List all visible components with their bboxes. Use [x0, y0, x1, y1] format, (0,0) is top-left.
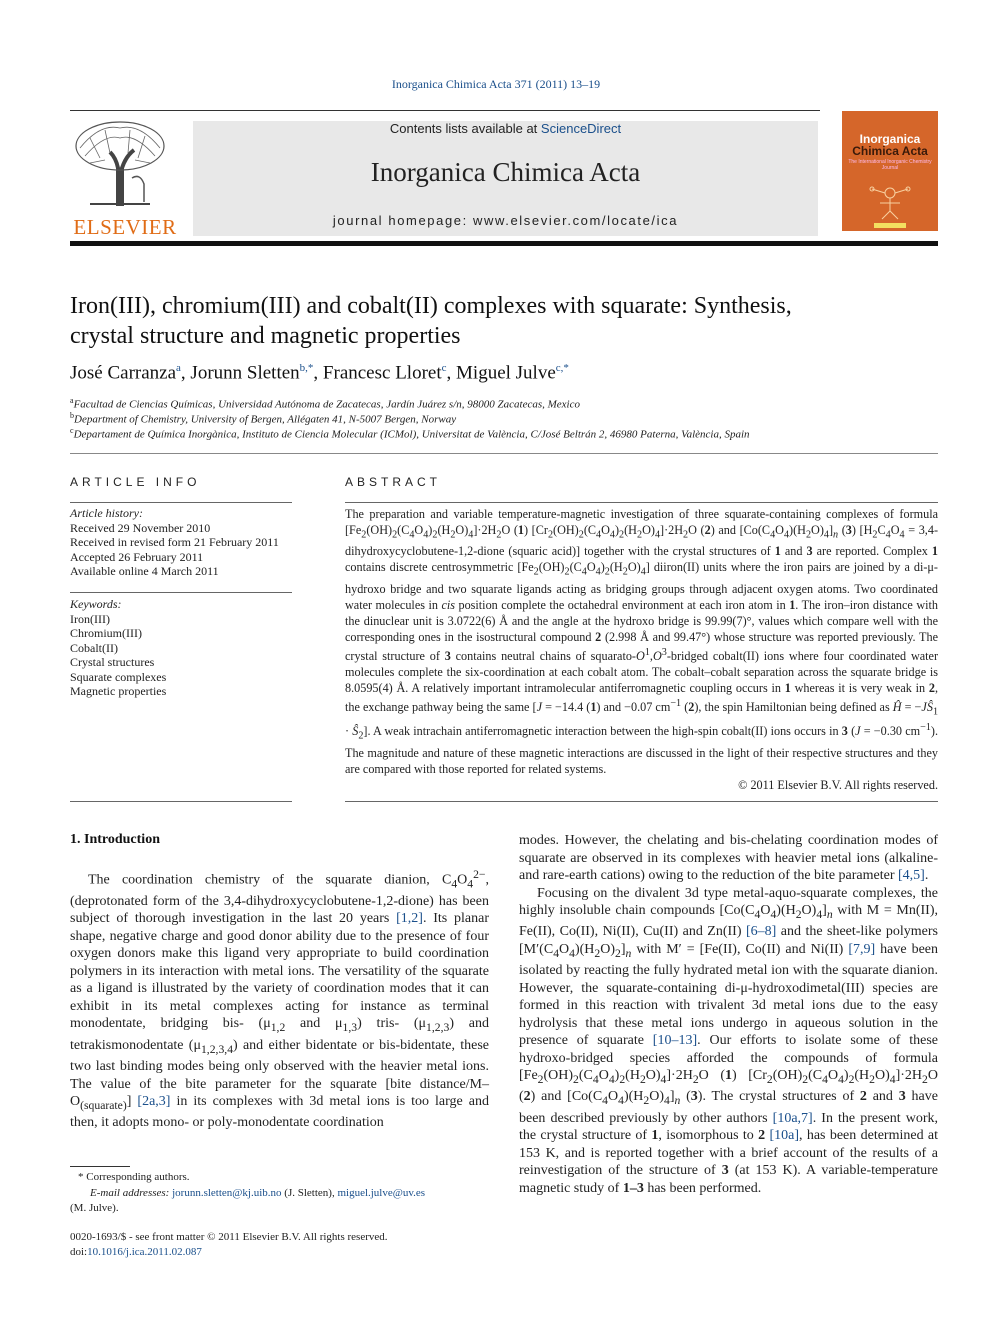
citation-link[interactable]: [7,9] — [848, 941, 876, 957]
article-history — [70, 506, 292, 579]
abstract-text: The preparation and variable temperature-magnetic investigation of three squarate-containing complexes of formula $[Fe_2(OH)_2(C_4O_4)_2(H_2O)_4]\cdot 2H_2O$ (1) $[Cr_2(OH)_2(C_4O_4)_2(H_2O)_4]\cdot 2H_2O$ (2) and $[Co(C_4O_4)(H_2O)_4]_n$ (3) [$H_2C_4O_4$ = 3,4-dihydroxycyclobutene-1,2-dione (squaric acid)] together with the crystal structures of 1 and 3 are reported. Complex 1 contains discrete centrosymmetric $[Fe_2(OH)_2(C_4O_4)_2(H_2O)_4]$ diiron(II) units where the iron pairs are joined by a di-μ-hydroxo bridge and two squarate ligands acting as bridging groups through adjacent oxygen atoms. Two coordinated water molecules in cis position complete the octahedral environment at each iron atom in 1. The iron–iron distance with the dinuclear unit is 3.0722(6) Å and the angle at the hydroxo bridge is 99.99(7)°, values which compare well with the corresponding ones in the isostructural compound 2 (2.998 Å and 99.47°) whose structure was reported previously. The crystal structure of 3 contains neutral chains of squarato-$O^1,O^3$-bridged cobalt(II) ions where four coordinated water molecules complete the six-coordination at each cobalt atom. The cobalt–cobalt separation across the squarate bridge is 8.0595(4) Å. A relatively important intramolecular antiferromagnetic coupling occurs in 1 whereas it is very weak in 2, the exchange pathway being the same [J = −14.4 (1) and −0.07 $cm^{-1}$ (2), the spin Hamiltonian being defined as Ĥ = $-JŜ_1$ · $Ŝ_2$]. A weak intrachain antiferromagnetic interaction between the high-spin cobalt(II) ions occurs in 3 (J = −0.30 $cm^{-1}$). The magnitude and nature of these magnetic interactions are discussed in the light of their respective structures and they are compared with those reported for related systems. — [345, 507, 939, 776]
header-thick-rule — [70, 241, 938, 246]
journal-homepage-link[interactable]: journal homepage: www.elsevier.com/locate/ica — [332, 213, 679, 228]
affiliation-mark: a — [70, 396, 74, 405]
contents-prefix: Contents lists available at — [389, 121, 538, 136]
abstract-rule — [345, 502, 938, 503]
keywords-block — [70, 597, 292, 699]
history-item: Available online 4 March 2011 — [70, 564, 219, 578]
sciencedirect-link[interactable]: ScienceDirect — [540, 121, 622, 136]
cover-molecule-icon — [842, 171, 938, 231]
cover-subtitle: The International Inorganic Chemistry Journal — [848, 159, 932, 171]
author-name[interactable]: Miguel Julve — [456, 362, 556, 384]
author-name[interactable]: Jorunn Sletten — [190, 362, 300, 384]
author-list: José Carranza$^a$, Jorunn Sletten$^{b,*}$, Francesc Lloret$^c$, Miguel Julve$^{c,*}$ — [70, 362, 569, 384]
affiliation-c — [70, 426, 938, 441]
affiliation-text: Departament de Química Inorgànica, Instituto de Ciencia Molecular (ICMol), Universitat de València, C/José Beltrán 2, 46980 Paterna, València, Spain — [73, 428, 750, 441]
keyword: Cobalt(II) — [70, 640, 118, 655]
email-label: E-mail addresses: — [90, 1187, 170, 1199]
copyright-notice: © 2011 Elsevier B.V. All rights reserved. — [738, 778, 938, 792]
issn-line: 0020-1693/$ - see front matter © 2011 Elsevier B.V. All rights reserved. — [70, 1231, 388, 1243]
citation-link[interactable]: [4,5] — [898, 868, 925, 883]
citation-link[interactable]: [10a] — [769, 1128, 800, 1144]
email-link[interactable]: jorunn.sletten@kj.uib.no — [172, 1187, 282, 1199]
citation-link[interactable]: [6–8] — [745, 924, 777, 940]
article-info-bottom-rule — [70, 801, 292, 802]
email-owner: (M. Julve). — [70, 1202, 119, 1214]
history-heading: Article history: — [70, 506, 143, 520]
keyword: Iron(III) — [70, 611, 110, 626]
abstract-bottom-rule — [345, 801, 938, 802]
citation-link[interactable]: [10–13] — [652, 1033, 698, 1049]
section-divider — [70, 453, 938, 454]
author-affiliation-mark[interactable]: c,* — [555, 362, 569, 374]
affiliation-text: Department of Chemistry, University of Bergen, Allégaten 41, N-5007 Bergen, Norway — [74, 413, 457, 426]
journal-title: Inorganica Chimica Acta — [370, 157, 641, 187]
affiliation-mark: b — [70, 411, 74, 420]
cover-title-2: Chimica Acta — [852, 144, 928, 158]
journal-cover-image[interactable] — [842, 111, 938, 231]
header-divider — [70, 110, 820, 111]
keyword: Magnetic properties — [70, 684, 167, 698]
author-affiliation-mark[interactable]: a — [176, 362, 181, 374]
author-name[interactable]: José Carranza — [70, 362, 177, 384]
author-name[interactable]: Francesc Lloret — [322, 362, 442, 384]
cover-title-1: Inorganica — [859, 132, 921, 146]
affiliation-mark: c — [70, 426, 74, 435]
article-info-rule — [70, 502, 292, 503]
history-item: Received in revised form 21 February 2011 — [70, 535, 279, 549]
section-heading: 1. Introduction — [70, 832, 160, 847]
citation-link[interactable]: [1,2] — [396, 911, 423, 927]
abstract-heading: ABSTRACT — [345, 475, 442, 489]
doi-link[interactable]: 10.1016/j.ica.2011.02.087 — [87, 1246, 202, 1258]
publisher-wordmark: ELSEVIER — [73, 215, 177, 239]
title-line-1: Iron(III), chromium(III) and cobalt(II) complexes with squarate: Synthesis, — [70, 293, 792, 319]
affiliation-b — [70, 411, 938, 426]
keyword: Chromium(III) — [70, 626, 142, 640]
author-affiliation-mark[interactable]: c — [441, 362, 447, 374]
history-item: Received 29 November 2010 — [70, 520, 211, 535]
elsevier-tree-icon — [70, 118, 170, 208]
citation-link[interactable]: [10a,7] — [772, 1110, 813, 1126]
email-footnote — [70, 1186, 489, 1216]
keywords-rule — [70, 592, 292, 593]
contents-line — [193, 121, 818, 136]
article-info-heading: ARTICLE INFO — [70, 475, 201, 489]
article-title — [70, 291, 938, 351]
footnote-rule — [70, 1166, 130, 1167]
intro-right-column: modes. However, the chelating and bis-chelating coordination modes of squarate are observed in its complexes with heavier metal ions (alkaline- and rare-earth cations) owing to the reduction of the bite parameter [4,5]. Focusing on the divalent 3d type metal-aquo-squarate complexes, the highly insoluble chain compounds $[Co(C_4O_4)(H_2O)_4]_n$ with M = Mn(II), Fe(II), Co(II), Ni(II), Cu(II) and Zn(II) [6–8] and the sheet-like polymers $[M'(C_4O_4)(H_2O)_2]_n$ with M′ = [Fe(II), Co(II) and Ni(II) [7,9] have been isolated by reacting the fully hydrated metal ion with the squarate dianion. However, the squarate-containing di-μ-hydroxodimetal(III) species are formed in this reaction with trivalent 3d metal ions due to the easy hydrolysis that these metal ions undergo in aqueous solution in the presence of squarate [10–13]. Our efforts to isolate some of these hydroxo-bridged species afforded the compounds of formula $[Fe_2(OH)_2(C_4O_4)_2(H_2O)_4]\cdot 2H_2O$ (1) $[Cr_2(OH)_2(C_4O_4)_2(H_2O)_4]\cdot 2H_2O$ (2) and $[Co(C_4O_4)(H_2O)_4]_n$ (3). The crystal structures of 2 and 3 have been described previously by other authors [10a,7]. In the present work, the crystal structure of 1, isomorphous to 2 [10a], has been determined at 153 K, and is reported together with a brief account of the results of a reinvestigation of the structure of 3 (at 153 K). A variable-temperature magnetic study of 1–3 has been performed. — [519, 833, 939, 1196]
title-line-2: crystal structure and magnetic properties — [70, 323, 461, 349]
email-owner: (J. Sletten), — [284, 1187, 335, 1199]
journal-citation-link[interactable]: Inorganica Chimica Acta 371 (2011) 13–19 — [391, 77, 601, 91]
email-link[interactable]: miguel.julve@uv.es — [337, 1187, 426, 1199]
intro-paragraph-1: The coordination chemistry of the squarate dianion, $C_4O_4^{2-}$, (deprotonated form of the 3,4-dihydroxycyclobutene-1,2-dione) has been subject of thorough investigation in the last 20 years [1,2]. Its planar shape, negative charge and good donor ability due to the presence of four oxygen donors make this ligand very appropriate to build coordination polymers in its interaction with metal ions. The versatility of the squarate as a ligand is illustrated by the variety of coordination modes that it can exhibit in its metal complexes acting for instance as terminal monodentate, bridging bis- ($\mu_{1,2}$ and $\mu_{1,3}$) tris- $(\mu_{1,2,3})$ and tetrakismonodentate $(\mu_{1,2,3,4})$ and either bidentate or bis-bidentate, these two last binding modes being only observed with the heavier metal ions. The value of the bite parameter for the squarate [bite distance/$M-O_{(squarate)}$] [2a,3] in its complexes with 3d metal ions is too large and then, it adopts mono- or poly-monodentate coordination — [70, 868, 489, 1131]
elsevier-logo[interactable] — [70, 118, 180, 239]
history-item: Accepted 26 February 2011 — [70, 549, 204, 564]
affiliation-a — [70, 396, 938, 411]
keyword: Crystal structures — [70, 655, 155, 669]
keywords-heading: Keywords: — [70, 597, 122, 611]
author-affiliation-mark[interactable]: b,* — [299, 362, 314, 374]
citation-link[interactable]: [2a,3] — [137, 1094, 171, 1110]
affiliation-text: Facultad de Ciencias Químicas, Universidad Autónoma de Zacatecas, Jardín Juárez s/n, 98000 Zacatecas, Mexico — [73, 398, 580, 411]
doi-label: doi: — [70, 1246, 88, 1258]
doi-line — [70, 1245, 570, 1260]
corresponding-footnote: * Corresponding authors. — [78, 1171, 190, 1183]
keyword: Squarate complexes — [70, 669, 167, 684]
